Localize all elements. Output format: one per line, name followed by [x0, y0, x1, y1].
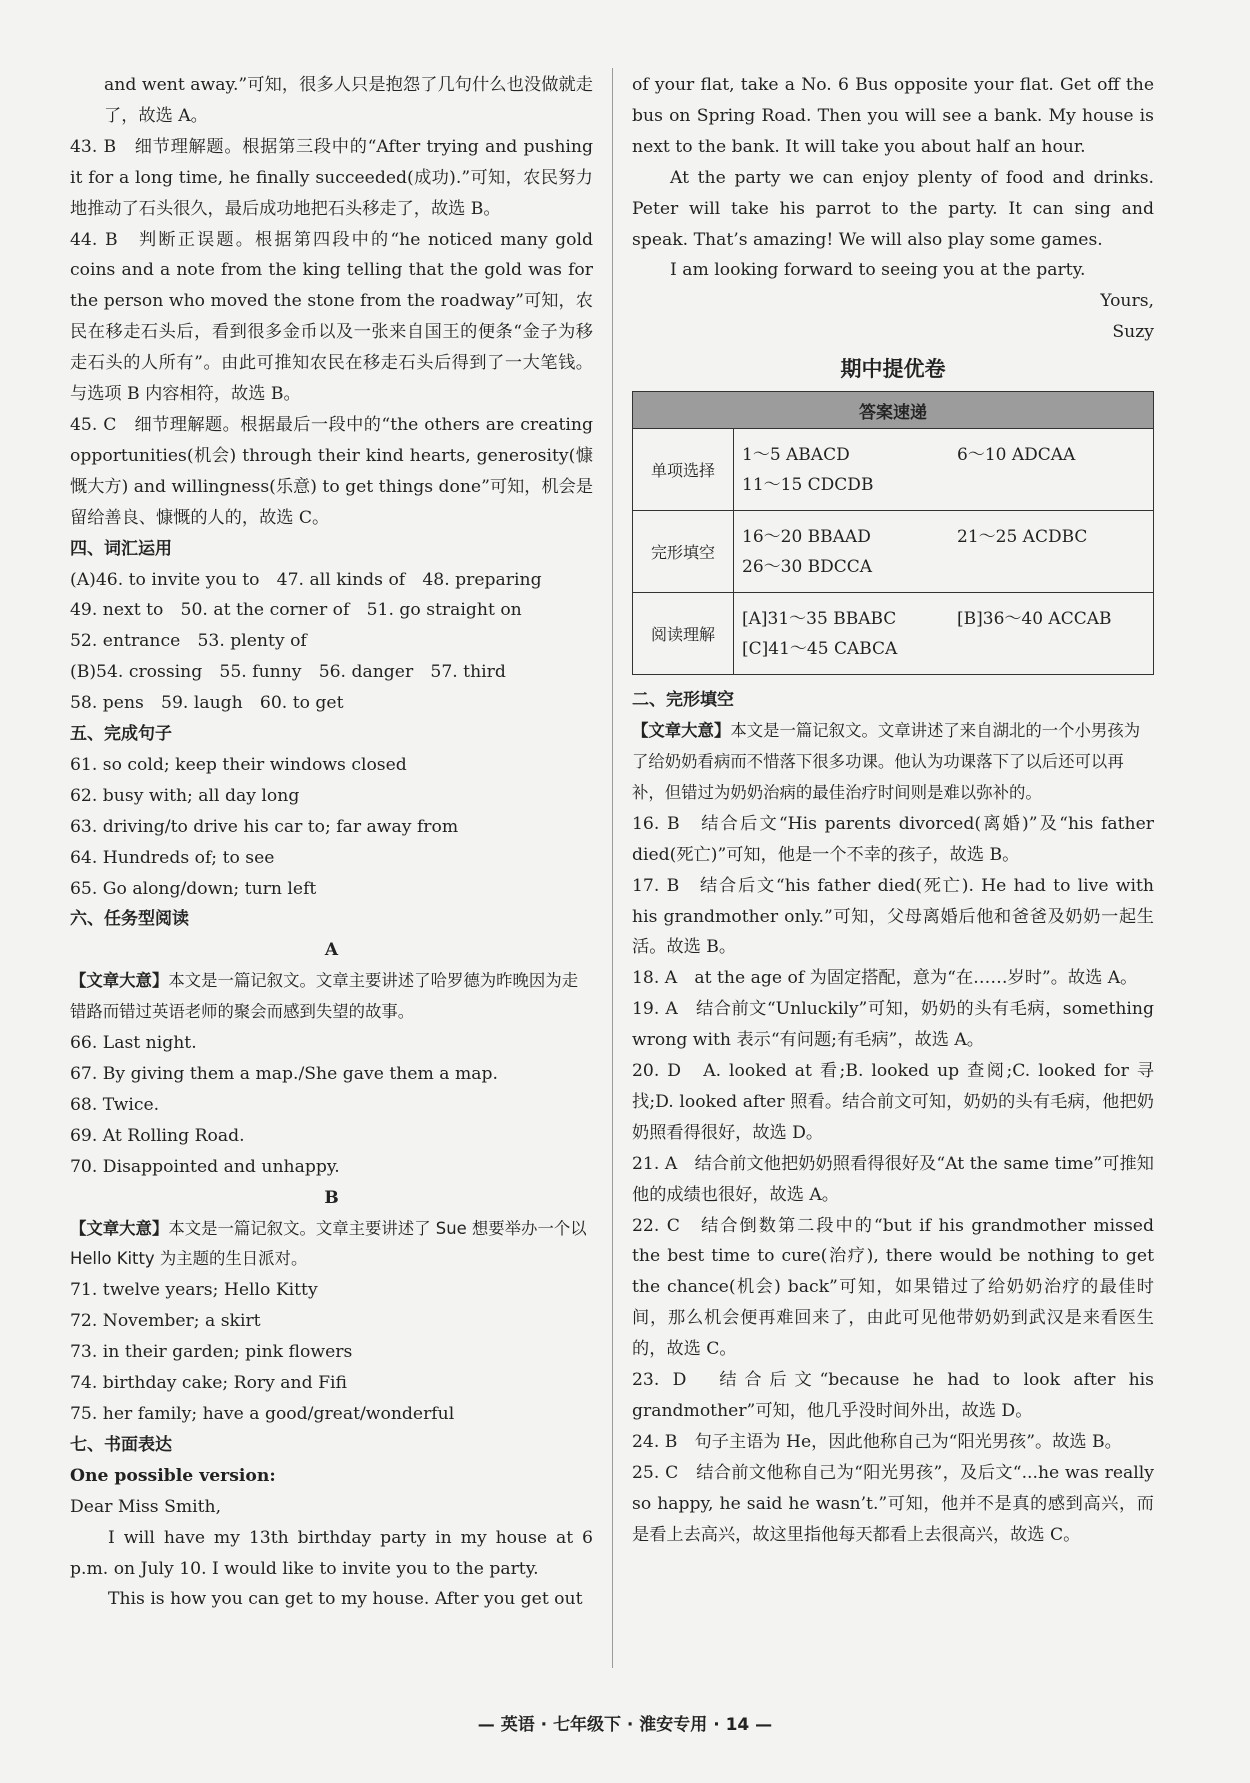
vocab-line-2: 49. next to 50. at the corner of 51. go straight on — [70, 600, 522, 621]
answer-range: [B]36～40 ACCAB — [957, 608, 1112, 629]
answer-range: [C]41～45 CABCA — [742, 638, 898, 659]
row-label: 单项选择 — [633, 429, 734, 511]
letter-paragraph-4: I am looking forward to seeing you at the party. — [670, 260, 1086, 281]
answer-row-single-choice — [633, 429, 1154, 511]
section-heading-cloze: 二、完形填空 — [632, 690, 734, 711]
section-heading-task-reading: 六、任务型阅读 — [70, 909, 189, 930]
answer-45: 45. C 细节理解题。根据最后一段中的“the others are creating opportunities(机会) through their kind hearts, generosity(慷慨大方) and willingness(乐意) to get things done”可知，机会是留给善良、慷慨的人的，故选 C。 — [70, 414, 594, 528]
page-footer: — 英语 · 七年级下 · 淮安专用 · 14 — — [477, 1715, 773, 1735]
summary-cloze-text: 本文是一篇记叙文。文章讲述了来自湖北的一个小男孩为了给奶奶看病而不惜落下很多功课。他认为功课落下了以后还可以再补，但错过为奶奶治病的最佳治疗时间则是难以弥补的。 — [632, 721, 1141, 802]
answer-range: 26～30 BDCCA — [742, 556, 873, 577]
summary-b-text: 本文是一篇记叙文。文章主要讲述了 Sue 想要举办一个以 Hello Kitty 为主题的生日派对。 — [70, 1218, 587, 1269]
vocab-line-4: (B)54. crossing 55. funny 56. danger 57. third — [70, 662, 506, 683]
row-label: 完形填空 — [633, 511, 734, 593]
answer-row-cloze — [633, 511, 1154, 593]
answer-row-reading — [633, 593, 1154, 675]
answer-16: 16. B 结合后文“His parents divorced(离婚)”及“his father died(死亡)”可知，他是一个不幸的孩子，故选 B。 — [632, 813, 1154, 865]
task-69: 69. At Rolling Road. — [70, 1125, 245, 1146]
summary-tag: 【文章大意】 — [632, 721, 731, 741]
letter-paragraph-1: I will have my 13th birthday party in my house at 6 p.m. on July 10. I would like to invite you to the party. — [70, 1527, 593, 1579]
letter-paragraph-2-start: This is how you can get to my house. After you get out — [108, 1589, 583, 1610]
summary-cloze — [632, 716, 1154, 809]
section-heading-writing: 七、书面表达 — [70, 1434, 172, 1455]
summary-b — [70, 1214, 593, 1276]
summary-a — [70, 966, 593, 1028]
sentence-64: 64. Hundreds of; to see — [70, 847, 275, 868]
sentence-63: 63. driving/to drive his car to; far away from — [70, 816, 459, 837]
answer-23: 23. D 结合后文“because he had to look after his grandmother”可知，他几乎没时间外出，故选 D。 — [632, 1370, 1154, 1421]
exam-title: 期中提优卷 — [840, 357, 946, 382]
task-70: 70. Disappointed and unhappy. — [70, 1156, 340, 1177]
answer-44: 44. B 判断正误题。根据第四段中的“he noticed many gold coins and a note from the king telling that the gold was for the person who moved the stone from the roadway”可知，农民在移走石头后，看到很多金币以及一张来自国王的便条“金子为移走石头的人所有”。由此可推知农民在移走石头后得到了一大笔钱。与选项 B 内容相符，故选 B。 — [70, 229, 593, 405]
answer-range: 6～10 ADCAA — [957, 444, 1076, 465]
answer-range: [A]31～35 BBABC — [742, 608, 897, 629]
task-71: 71. twelve years; Hello Kitty — [70, 1280, 318, 1301]
summary-a-text: 本文是一篇记叙文。文章主要讲述了哈罗德为昨晚因为走错路而错过英语老师的聚会而感到失望的故事。 — [70, 971, 579, 1022]
text-continued: and went away.”可知，很多人只是抱怨了几句什么也没做就走了，故选 A。 — [104, 75, 593, 126]
vocab-line-5: 58. pens 59. laugh 60. to get — [70, 693, 344, 714]
answer-43: 43. B 细节理解题。根据第三段中的“After trying and pushing it for a long time, he finally succeeded(成功).”可知，农民努力地推动了石头很久，最后成功地把石头移走了，故选 B。 — [70, 136, 593, 219]
task-66: 66. Last night. — [70, 1033, 197, 1054]
answer-20: 20. D A. looked at 看;B. looked up 查阅;C. looked for 寻找;D. looked after 照看。结合前文可知，奶奶的头有毛病，他把奶奶照看得很好，故选 D。 — [632, 1061, 1154, 1143]
task-73: 73. in their garden; pink flowers — [70, 1342, 353, 1363]
answer-22: 22. C 结合倒数第二段中的“but if his grandmother missed the best time to cure(治疗), there would be nothing to get the chance(机会) back”可知，如果错过了给奶奶治疗的最佳时间，那么机会便再难回来了，由此可见他带奶奶到武汉是来看医生的，故选 C。 — [632, 1215, 1154, 1360]
right-column — [632, 70, 1154, 1551]
answer-range: 21～25 ACDBC — [957, 526, 1088, 547]
task-74: 74. birthday cake; Rory and Fifi — [70, 1373, 347, 1394]
answer-19: 19. A 结合前文“Unluckily”可知，奶奶的头有毛病，something wrong with 表示“有问题;有毛病”，故选 A。 — [632, 999, 1154, 1051]
answer-21: 21. A 结合前文他把奶奶照看得很好及“At the same time”可推知他的成绩也很好，故选 A。 — [632, 1153, 1154, 1205]
letter-salutation: Dear Miss Smith, — [70, 1496, 222, 1517]
answer-18: 18. A at the age of 为固定搭配，意为“在……岁时”。故选 A。 — [632, 968, 1138, 989]
letter-paragraph-3: At the party we can enjoy plenty of food and drinks. Peter will take his parrot to the party. It can sing and speak. That’s amazing! We will also play some games. — [632, 167, 1154, 250]
possible-version-label: One possible version: — [70, 1465, 276, 1486]
row-label: 阅读理解 — [633, 593, 734, 675]
letter-paragraph-2-end: of your flat, take a No. 6 Bus opposite your flat. Get off the bus on Spring Road. Then you will see a bank. My house is next to the bank. It will take you about half an hour. — [632, 75, 1154, 157]
answer-range: 16～20 BBAAD — [742, 526, 871, 547]
sentence-61: 61. so cold; keep their windows closed — [70, 754, 407, 775]
section-heading-sentences: 五、完成句子 — [70, 724, 172, 745]
task-68: 68. Twice. — [70, 1094, 160, 1115]
column-divider — [612, 68, 613, 1668]
summary-tag: 【文章大意】 — [70, 1218, 169, 1238]
answer-25: 25. C 结合前文他称自己为“阳光男孩”，及后文“...he was really so happy, he said he wasn’t.”可知，他并不是真的感到高兴，而是看上去高兴，故这里指他每天都看上去很高兴，故选 C。 — [632, 1462, 1154, 1545]
letter-closing: Yours, — [1100, 291, 1154, 312]
task-67: 67. By giving them a map./She gave them a map. — [70, 1064, 498, 1084]
vocab-line-3: 52. entrance 53. plenty of — [70, 631, 307, 652]
summary-tag: 【文章大意】 — [70, 971, 169, 991]
left-column — [70, 70, 593, 1615]
letter-signature: Suzy — [1112, 322, 1154, 343]
answer-range: 11～15 CDCDB — [742, 474, 874, 495]
answer-table — [632, 391, 1154, 675]
answer-table-header: 答案速递 — [633, 392, 1154, 429]
answer-24: 24. B 句子主语为 He，因此他称自己为“阳光男孩”。故选 B。 — [632, 1431, 1122, 1452]
answer-17: 17. B 结合后文“his father died(死亡). He had to live with his grandmother only.”可知，父母离婚后他和爸爸及奶奶一起生活。故选 B。 — [632, 875, 1154, 958]
part-b-label: B — [324, 1187, 339, 1208]
part-a-label: A — [324, 940, 339, 961]
answer-range: 1～5 ABACD — [742, 444, 850, 465]
sentence-62: 62. busy with; all day long — [70, 785, 300, 806]
task-72: 72. November; a skirt — [70, 1311, 261, 1332]
task-75: 75. her family; have a good/great/wonderful — [70, 1403, 455, 1424]
sentence-65: 65. Go along/down; turn left — [70, 878, 317, 899]
section-heading-vocabulary: 四、词汇运用 — [70, 538, 172, 559]
vocab-line-1: (A)46. to invite you to 47. all kinds of 48. preparing — [70, 569, 542, 590]
